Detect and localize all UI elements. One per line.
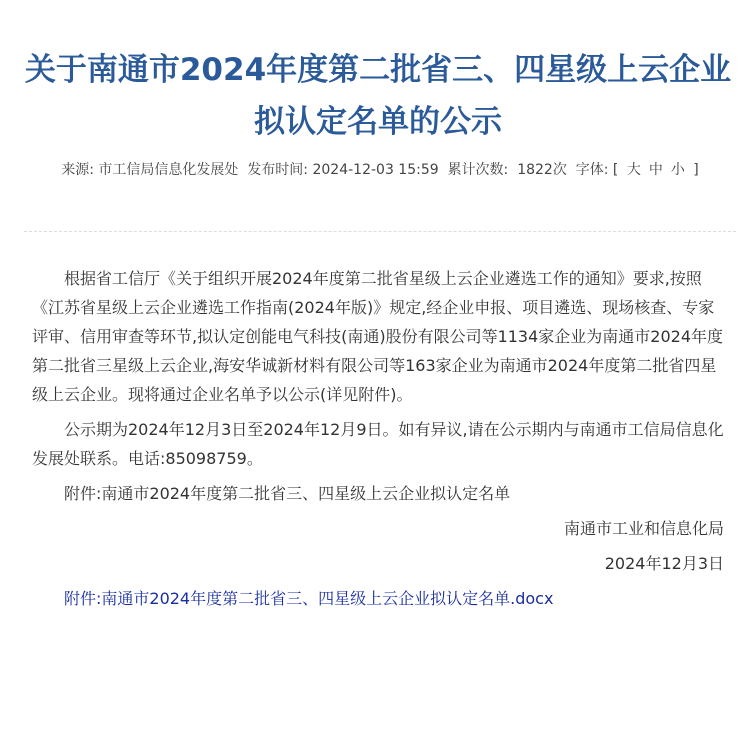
attachment-download-link[interactable]: 附件:南通市2024年度第二批省三、四星级上云企业拟认定名单.docx <box>64 589 554 608</box>
font-size-large-button[interactable]: 大 <box>626 162 641 178</box>
source-label: 来源: <box>61 162 94 178</box>
publish-time: 2024-12-03 15:59 <box>312 162 439 178</box>
views-label: 累计次数: <box>447 162 509 178</box>
bracket-close: ] <box>693 162 699 178</box>
font-size-small-button[interactable]: 小 <box>670 162 685 178</box>
attachment-note: 附件:南通市2024年度第二批省三、四星级上云企业拟认定名单 <box>64 484 511 503</box>
signature-date: 2024年12月3日 <box>604 554 724 573</box>
source-value: 市工信局信息化发展处 <box>98 162 239 178</box>
views-count: 1822次 <box>517 162 567 178</box>
article-title: 关于南通市2024年度第二批省三、四星级上云企业拟认定名单的公示 <box>24 52 732 140</box>
bracket-open: [ <box>612 162 619 178</box>
meta-divider <box>24 231 736 232</box>
publish-label: 发布时间: <box>247 162 309 178</box>
signature: 南通市工业和信息化局 <box>563 519 724 538</box>
article-body <box>32 264 724 613</box>
font-size-control <box>613 162 699 178</box>
font-size-medium-button[interactable]: 中 <box>648 162 663 178</box>
article-meta <box>24 158 736 183</box>
body-paragraph: 根据省工信厅《关于组织开展2024年度第二批省星级上云企业遴选工作的通知》要求,按照《江苏省星级上云企业遴选工作指南(2024年版)》规定,经企业申报、项目遴选、现场核查、专家评审、信用审查等环节,拟认定创能电气科技(南通)股份有限公司等1134家企业为南通市2024年度第二批省三星级上云企业,海安华诚新材料有限公司等163家企业为南通市2024年度第二批省四星级上云企业。现将通过企业名单予以公示(详见附件)。 <box>32 269 724 404</box>
body-paragraph: 公示期为2024年12月3日至2024年12月9日。如有异议,请在公示期内与南通市工信局信息化发展处联系。电话:85098759。 <box>32 420 724 468</box>
font-label: 字体: <box>575 162 609 178</box>
attachment-paragraph <box>32 584 724 613</box>
